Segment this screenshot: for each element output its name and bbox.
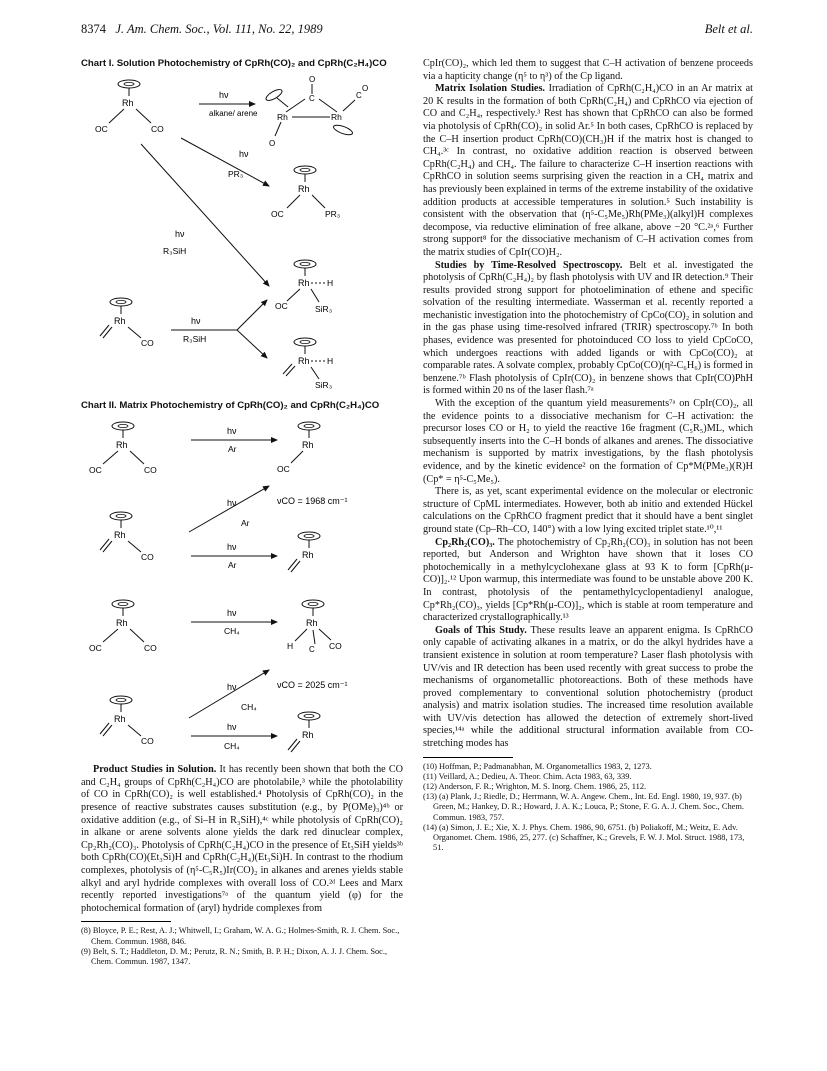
chart2-cprh-c2h4-1 — [288, 532, 320, 572]
svg-text:O: O — [362, 83, 369, 93]
chart2-cprh-c2h4-co-2 — [100, 696, 154, 746]
svg-text:CH₄: CH₄ — [224, 625, 240, 636]
svg-text:Rh: Rh — [116, 439, 128, 450]
svg-text:Rh: Rh — [116, 617, 128, 628]
svg-text:H: H — [327, 277, 334, 288]
svg-text:O: O — [309, 74, 316, 84]
section-heading: Studies by Time-Resolved Spectroscopy. — [435, 259, 623, 271]
authors: Belt et al. — [704, 22, 753, 36]
footnote: (8) Bloyce, P. E.; Rest, A. J.; Whitwell, I.; Graham, W. A. G.; Holmes-Smith, R. J. Chem. Soc., Chem. Commun. 1988, 846. — [81, 926, 400, 946]
cp2rh2co3-paragraph: Cp₂Rh₂(CO)₃. The photochemistry of Cp₂Rh₂(CO)₃ in solution has not been reported, but Anderson and Wrighton have shown that it loses CO photochemically in a methylcyclohexane glass at 93 K to form [CpRh(μ-CO)]₂.¹² Upon warmup, this intermediate was found to be unstable above 200 K. In contrast, photolysis of the pentamethylcyclopentadienyl analogue, Cp*Rh₂(CO)₃, yields [Cp*Rh(μ-CO)]₂, which is stable at room temperature and characterized crystallographically.¹³ — [423, 536, 753, 624]
svg-text:hν: hν — [227, 497, 237, 508]
svg-text:Rh: Rh — [298, 277, 310, 288]
footnote: (11) Veillard, A.; Dedieu, A. Theor. Chim. Acta 1983, 63, 339. — [423, 771, 632, 781]
svg-text:alkane/ arene: alkane/ arene — [209, 108, 258, 118]
chart2-scheme — [81, 416, 403, 756]
section-heading: Cp₂Rh₂(CO)₃. — [435, 536, 495, 548]
svg-text:Rh: Rh — [302, 549, 314, 560]
page-number: 8374 — [81, 22, 106, 36]
svg-text:OC: OC — [271, 208, 284, 219]
section-heading: Goals of This Study. — [435, 624, 527, 636]
cprh-co-sir3-h-structure — [275, 260, 333, 314]
svg-text:OC: OC — [275, 300, 288, 311]
svg-text:hν: hν — [191, 315, 201, 326]
footnotes-right — [423, 762, 753, 854]
svg-text:Rh: Rh — [122, 97, 134, 108]
svg-text:H: H — [287, 640, 294, 651]
svg-text:Rh: Rh — [114, 529, 126, 540]
chart2-cprh-co-ch3-h — [287, 600, 342, 654]
chart2-caption: Chart II. Matrix Photochemistry of CpRh(CO)₂ and CpRh(C₂H₄)CO — [81, 400, 380, 412]
svg-text:Rh: Rh — [331, 111, 342, 122]
svg-text:CO: CO — [151, 123, 164, 134]
svg-text:CO: CO — [144, 464, 157, 475]
svg-text:Rh: Rh — [114, 315, 126, 326]
svg-text:Ar: Ar — [228, 443, 237, 454]
footnote: (14) (a) Simon, J. E.; Xie, X. J. Phys. Chem. 1986, 90, 6751. (b) Poliakoff, M.; Weitz, E. Adv. Organomet. Chem. 1986, 25, 277. (c) Schaffner, K.; Grevels, F. W. J. Mol. Struct. 1988, 173, 51. — [423, 822, 745, 853]
svg-text:R₃SiH: R₃SiH — [183, 333, 207, 344]
svg-text:C: C — [356, 90, 362, 100]
cprh-co-pr3-structure — [271, 166, 340, 219]
cprh-c2h4-sir3-h-structure — [283, 338, 333, 390]
svg-text:CO: CO — [144, 642, 157, 653]
svg-text:CH₄: CH₄ — [224, 740, 240, 751]
svg-text:OC: OC — [95, 123, 108, 134]
svg-text:OC: OC — [277, 463, 290, 474]
journal-citation: J. Am. Chem. Soc., Vol. 111, No. 22, 1989 — [115, 22, 323, 36]
svg-text:hν: hν — [227, 607, 237, 618]
svg-text:Rh: Rh — [306, 617, 318, 628]
svg-text:O: O — [269, 138, 276, 148]
matrix-isolation-paragraph: Matrix Isolation Studies. Irradiation of CpRh(C₂H₄)CO in an Ar matrix at 20 K results in the formation of both CpRh(C₂H₄) and CpRhCO via ejection of CO and C₂H₄, respectively.³ Rest has shown that CpRhCO can also be formed via photolysis of CpRh(CO)₂ in solid Ar.⁵ In both cases, CpRhCO is replaced by the C–H insertion product CpRh(CO)(CH₃)H if the matrix host is changed to CH₄.³ᶜ In contrast, no oxidative addition reaction is observed between CpRh(C₂H₄) and CH₄. The failure to characterize C–H insertion reactions with CpRhCO in solution seems surprising given the reaction in a CH₄ matrix and has previously been explained in terms of the extreme instability of the oxidative addition products at accessible temperatures in solution.⁵ Such instability is consistent with the observation that (η⁵-C₅Me₅)Rh(PMe₃)(alkyl)H complexes decompose, via reductive elimination of free alkane, above −20 °C.²ᵃ,⁶ Further strong support⁸ for the dissociative mechanism of C–H activation comes from the matrix studies of CpIr(CO)H₂. — [423, 83, 754, 258]
svg-text:hν: hν — [175, 228, 185, 239]
paragraph: There is, as yet, scant experimental evidence on the molecular or electronic structure of CpML intermediates. However, both ab initio and extended Hückel calculations on the CpRhCO fragment predict that it should have a bent singlet ground state (Cp–Rh–CO, 140°) with a low lying excited triplet state.¹⁰,¹¹ — [423, 486, 753, 535]
chart2-cprh-c2h4-2 — [288, 712, 320, 752]
svg-text:Ar: Ar — [241, 517, 250, 528]
svg-text:hν: hν — [227, 721, 237, 732]
chart1-caption: Chart I. Solution Photochemistry of CpRh(CO)₂ and CpRh(C₂H₄)CO — [81, 58, 387, 69]
svg-text:Rh: Rh — [114, 713, 126, 724]
svg-text:H: H — [327, 355, 334, 366]
time-resolved-paragraph: Studies by Time-Resolved Spectroscopy. Belt et al. investigated the photolysis of CpRh(C₂H₄)₂ by flash photolysis with UV and IR detection.⁹ Their results provided strong support for photoelimination of ethene and specific solvation of the resulting intermediate. Wasserman et al. recently reported a mechanistic investigation into the photochemistry of CpCo(CO)₂ in solution and in the gas phase using time-resolved infrared (TRIR) spectroscopy.⁷ᵇ In both phases, evidence was presented for photoinduced CO loss to yield CpCoCO, which undergoes reactions with added ligands or with CpCo(CO)₂ at comparable rates. A solvate complex, probably CpCo(CO)(η²-C₆H₆) is formed in benzene.⁷ᵇ Flash photolysis of CpIr(CO)₂ in benzene shows that CpIr(CO)PhH is formed within 20 ns of the laser flash.⁷ᵃ — [423, 259, 754, 397]
footnote: (12) Anderson, F. R.; Wrighton, M. S. Inorg. Chem. 1986, 25, 112. — [423, 782, 647, 792]
product-studies-paragraph: Product Studies in Solution. It has recently been shown that both the CO and C₂H₄ groups of CpRh(C₂H₄)CO are photolabile,³ while the photolability of CO in CpRh(CO)₂ is well established.⁴ Photolysis of CpRh(CO)₂ in the presence of reactive substrates causes substitution (e.g., by P(OMe)₃)⁴ᵇ or oxidative addition (e.g., of Si–H in R₃SiH),⁴ᶜ while photolysis of CpRh(CO)₂ in alkane or arene solvents alone yields the dark red dinuclear complex, Cp₂Rh₂(CO)₃. Photolysis of CpRh(C₂H₄)CO in the presence of Et₃SiH yields³ᵇ both CpRh(CO)(Et₃Si)H and CpRh(C₂H₄)(Et₃Si)H. In contrast to the rhodium complexes, photolysis of (η⁵-C₅R₅)Ir(CO)₂ in alkanes and arenes yields stable alkyl and aryl hydride complexes with overall loss of CO.²ᵈ Lees and Marx recently reported investigations⁷ᵃ of the quantum yield (φ) for the photochemical formation of (aryl) hydride complexes from — [81, 764, 403, 914]
svg-text:hν: hν — [227, 681, 237, 692]
goals-paragraph: Goals of This Study. These results leave an apparent enigma. Is CpRhCO only capable of activating alkanes in a matrix, or do the alkyl hydrides have a transient existence in solution at room temperature? Laser flash photolysis with UV/vis and IR detection has been used recently with great success to probe the mechanisms of organometallic photoreactions. Both of these methods have proved complementary to conventional solution photochemistry (product analysis) and matrix isolation studies. The increased time resolution available with UV/vis detection has allowed the detection of extremely short-lived species,¹⁴ᵃ while the additional structural information available from CO-stretching modes has — [423, 624, 753, 750]
svg-text:CO: CO — [141, 551, 154, 562]
svg-text:Rh: Rh — [277, 111, 288, 122]
chart2-cprh-co2-2 — [89, 600, 157, 653]
paragraph: CpIr(CO)₂, which led them to suggest that C–H activation of benzene proceeds via a hapticity change (η⁵ to η³) of the Cp ligand. — [423, 58, 753, 82]
paragraph: With the exception of the quantum yield measurements⁷ᵃ on CpIr(CO)₂, all the evidence points to a dissociative mechanism for C–H activation: the precursor loses CO or H₂ to yield the reactive 16e fragment (C₅R₅)ML, which subsequently inserts into the C–H bonds of alkanes and arenes. The dissociative mechanism is supported by matrix investigations, by the flash photolysis evidence, and by the kinetic evidence² on the formation of Cp*M(PMe₃)(R)H (Cp* = η⁵-C₅Me₅). — [423, 398, 753, 485]
svg-text:hν: hν — [219, 89, 229, 100]
cprh-co2-structure — [95, 80, 164, 134]
section-heading: Matrix Isolation Studies. — [435, 83, 545, 95]
svg-text:Rh: Rh — [298, 183, 310, 194]
svg-text:hν: hν — [227, 541, 237, 552]
svg-text:PR₃: PR₃ — [228, 168, 244, 179]
right-column — [423, 58, 753, 853]
footnote: (10) Hoffman, P.; Padmanabhan, M. Organometallics 1983, 2, 1273. — [423, 761, 652, 771]
vco-2025-label: νCO = 2025 cm⁻¹ — [277, 679, 348, 690]
svg-text:hν: hν — [227, 425, 237, 436]
svg-text:hν: hν — [239, 148, 249, 159]
vco-1968-label: νCO = 1968 cm⁻¹ — [277, 495, 348, 506]
chart2-cprh-c2h4-co-1 — [100, 512, 154, 562]
footnote: (9) Belt, S. T.; Haddleton, D. M.; Perutz, R. N.; Smith, B. P. H.; Dixon, A. J. J. Chem. Soc., Chem. Commun. 1987, 1347. — [81, 946, 388, 966]
svg-text:OC: OC — [89, 642, 102, 653]
svg-text:Rh: Rh — [298, 355, 310, 366]
svg-text:PR₃: PR₃ — [325, 208, 341, 219]
svg-text:CO: CO — [329, 640, 342, 651]
svg-text:R₃SiH: R₃SiH — [163, 245, 187, 256]
svg-text:SiR₃: SiR₃ — [315, 303, 333, 314]
svg-text:C: C — [309, 644, 315, 654]
svg-text:Rh: Rh — [302, 729, 314, 740]
cp2rh2co3-structure — [264, 75, 368, 148]
svg-text:C: C — [309, 93, 315, 103]
chart2-cprh-co2 — [89, 422, 157, 475]
svg-text:CO: CO — [141, 337, 154, 348]
svg-text:Ar: Ar — [228, 559, 237, 570]
svg-text:SiR₃: SiR₃ — [315, 379, 333, 390]
section-heading: Product Studies in Solution. — [93, 764, 217, 776]
chart2-cprhco-1 — [277, 422, 320, 474]
footnote: (13) (a) Plank, J.; Riedle, D.; Herrmann, W. A. Angew. Chem., Int. Ed. Engl. 1980, 19, 937. (b) Green, M.; Hankey, D. R.; Howard, J. A. K.; Louca, P.; Stone, F. G. A. J. Chem. Soc., Chem. Commun. 1983, 757. — [423, 792, 744, 822]
svg-text:OC: OC — [89, 464, 102, 475]
svg-text:CH₄: CH₄ — [241, 701, 257, 712]
footnote-rule — [81, 921, 171, 922]
cprh-c2h4-co-structure — [100, 298, 154, 348]
svg-text:CO: CO — [141, 735, 154, 746]
footnotes-left — [81, 926, 403, 967]
left-column — [81, 58, 403, 967]
footnote-rule — [423, 757, 513, 758]
svg-text:Rh: Rh — [302, 439, 314, 450]
chart1-scheme — [81, 74, 403, 392]
